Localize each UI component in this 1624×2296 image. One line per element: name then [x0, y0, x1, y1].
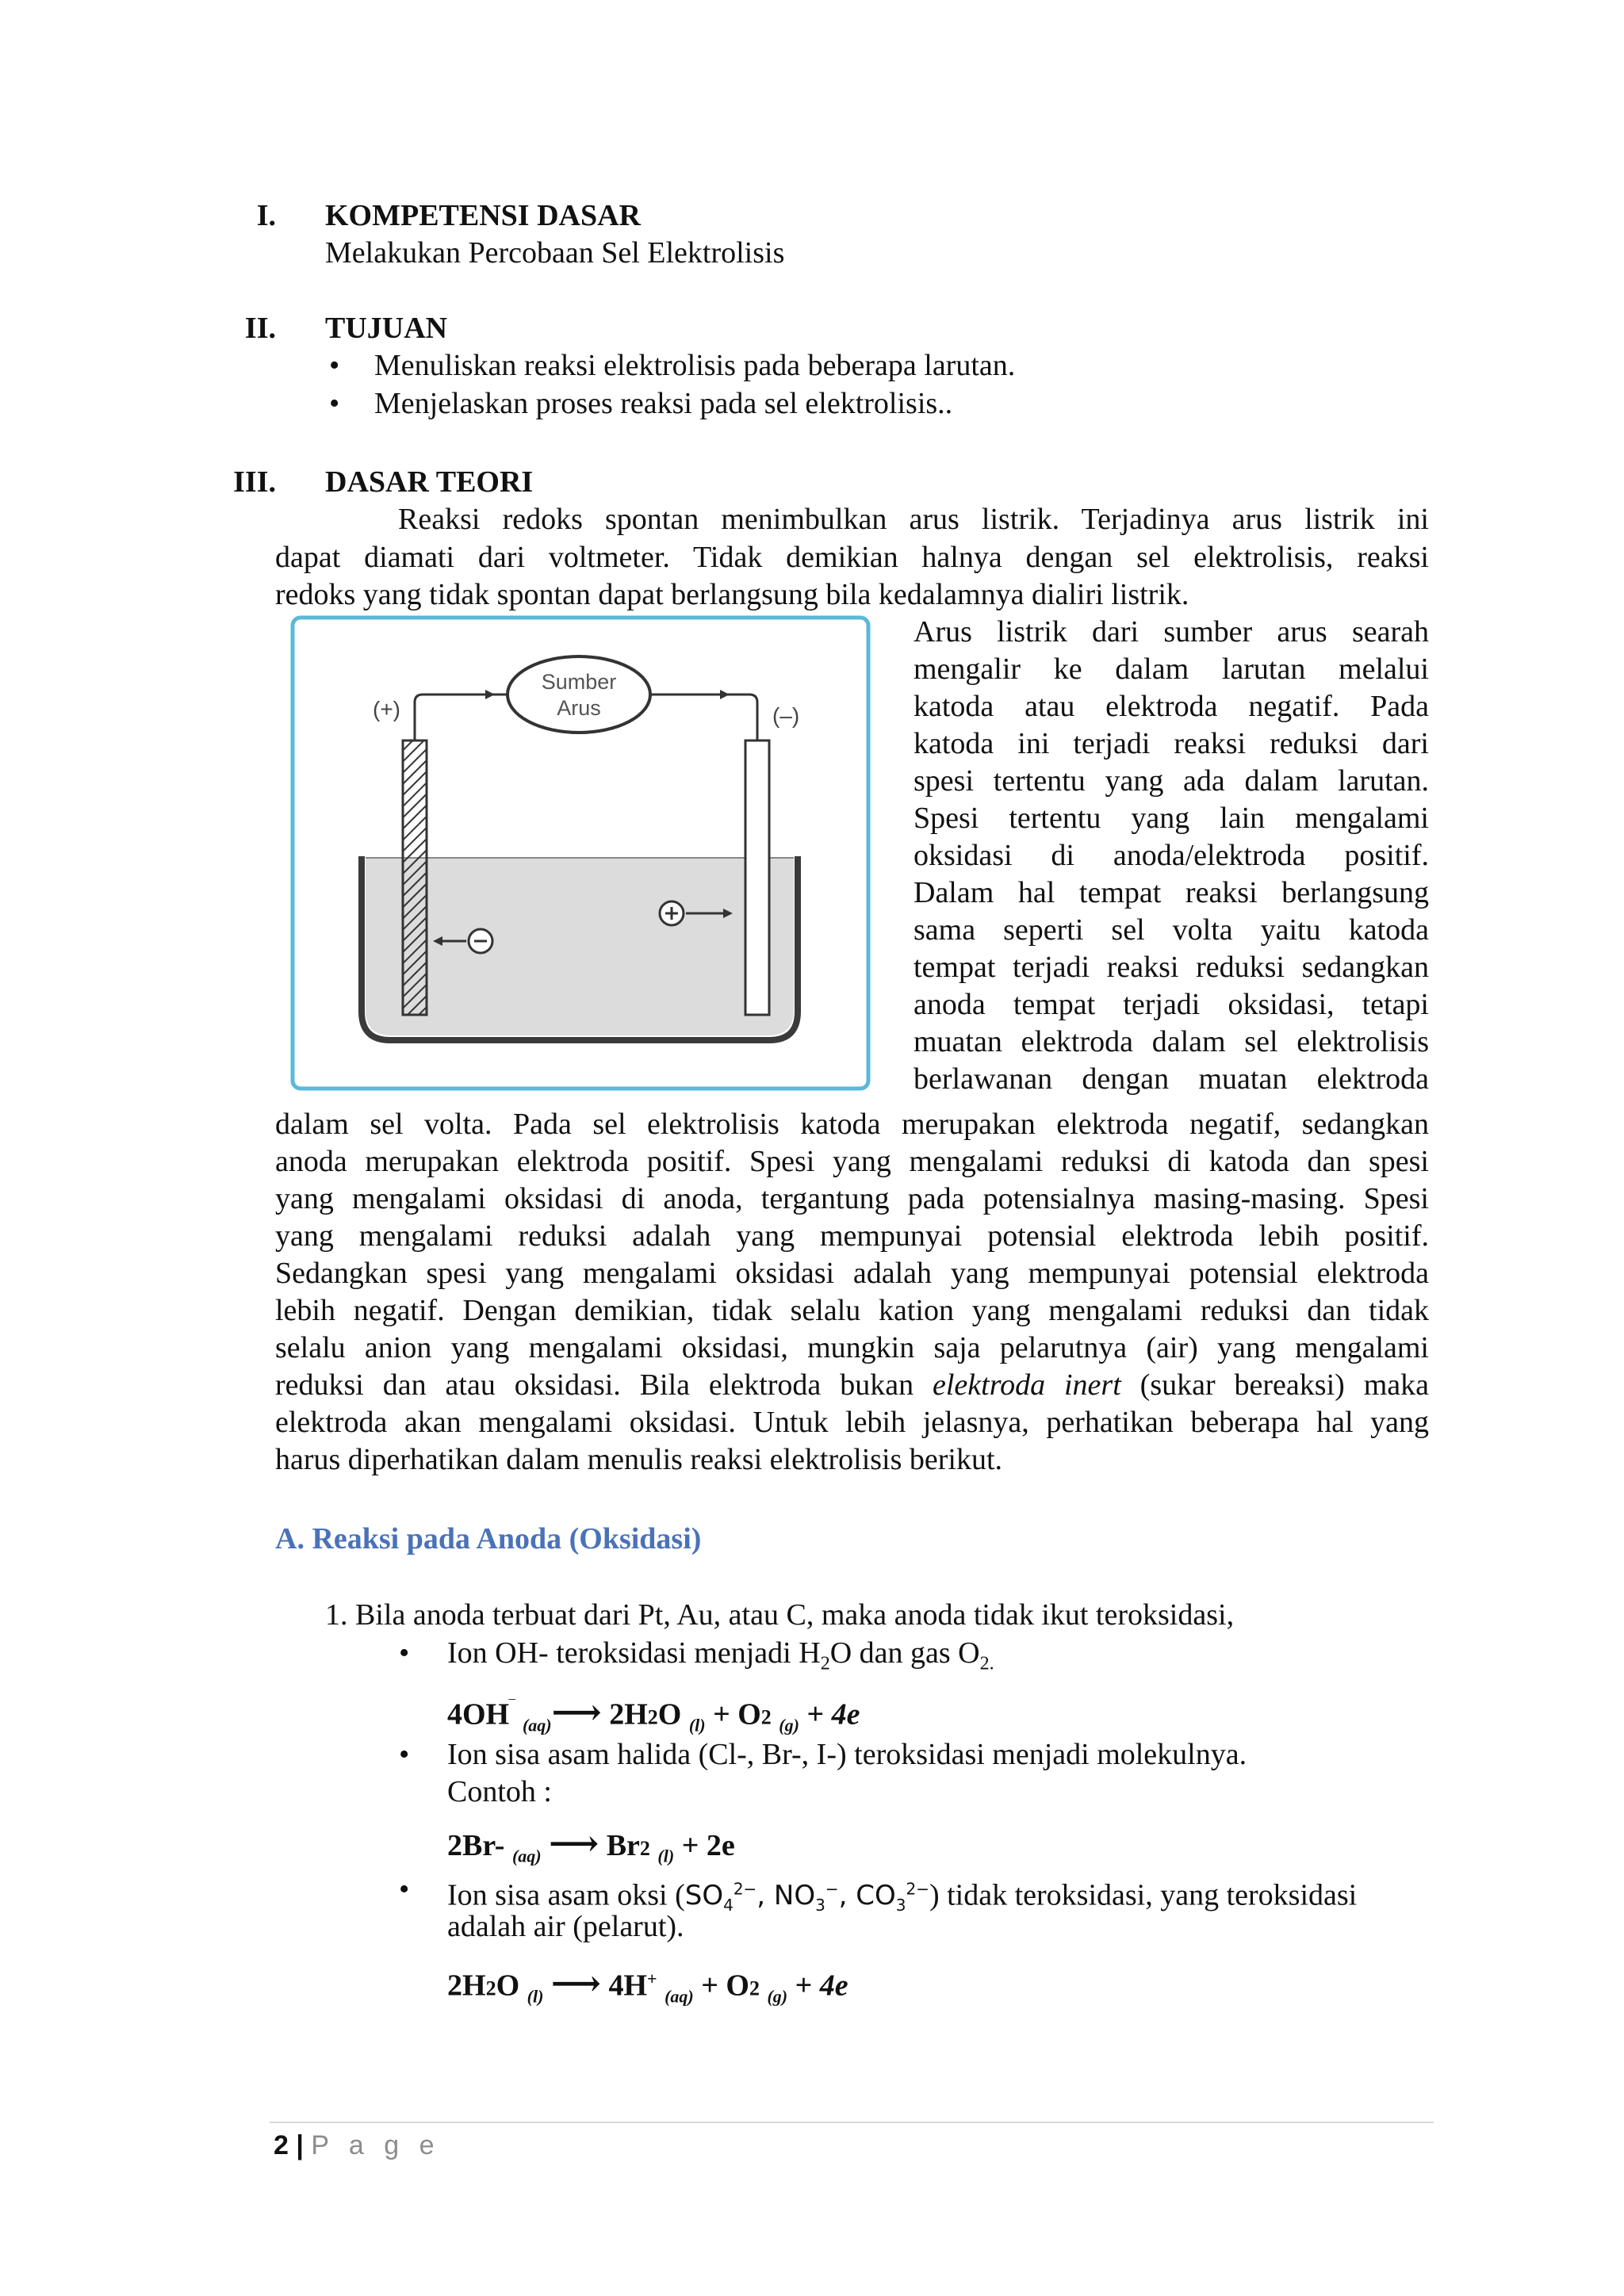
intro-line-3: redoks yang tidak spontan dapat berlangsung bila kedalamnya dialiri listrik. [275, 578, 1189, 611]
side-line: katoda ini terjadi reaksi reduksi dari [914, 727, 1429, 760]
current-source [508, 656, 650, 733]
example-label: Contoh : [447, 1775, 552, 1808]
theory-line: anoda merupakan elektroda positif. Spesi yang mengalami reduksi di katoda dan spesi [275, 1145, 1429, 1178]
electrolysis-cell-diagram [290, 615, 871, 1091]
theory-line: dalam sel volta. Pada sel elektrolisis katoda merupakan elektroda negatif, sedangkan [275, 1108, 1429, 1141]
side-line: tempat terjadi reaksi reduksi sedangkan [914, 951, 1429, 984]
theory-line: selalu anion yang mengalami oksidasi, mungkin saja pelarutnya (air) yang mengalami [275, 1331, 1429, 1364]
theory-line: yang mengalami oksidasi di anoda, tergantung pada potensialnya masing-masing. Spesi [275, 1182, 1429, 1215]
bullet-icon: • [329, 387, 340, 420]
oxy-anion-formulas: $SO_4^{2-}$, $NO_3^-$, $CO_3^{2-}$ [684, 1880, 929, 1915]
theory-line: lebih negatif. Dengan demikian, tidak selalu kation yang mengalami reduksi dan tidak [275, 1294, 1429, 1327]
oh-oxidation-text [447, 1635, 994, 1683]
section-3-number: III. [233, 465, 276, 499]
electrolyte-solution [366, 858, 794, 1035]
subscript: 2. [979, 1653, 994, 1674]
text-span: Ion sisa asam oksi ( [447, 1878, 685, 1912]
side-line: Arus listrik dari sumber arus searah [914, 615, 1429, 649]
section-2-number: II. [244, 312, 276, 345]
intro-line-1: Reaksi redoks spontan menimbulkan arus listrik. Terjadinya arus listrik ini [398, 503, 1429, 536]
footer-separator: | [296, 2130, 304, 2160]
minus-terminal-label: (–) [772, 703, 800, 728]
section-1-body: Melakukan Percobaan Sel Elektrolisis [325, 236, 785, 270]
theory-line: yang mengalami reduksi adalah yang mempunyai potensial elektroda lebih positif. [275, 1219, 1429, 1253]
anode-electrode [403, 740, 427, 1015]
source-label-1: Sumber [541, 670, 617, 694]
text-span: O dan gas O [829, 1636, 980, 1670]
bullet-icon: • [329, 349, 340, 382]
footer-divider [270, 2122, 1434, 2123]
eq-term: 2Br- [447, 1829, 505, 1862]
side-line: spesi tertentu yang ada dalam larutan. [914, 764, 1429, 798]
section-3-title: DASAR TEORI [325, 465, 534, 499]
section-a-title: A. Reaksi pada Anoda (Oksidasi) [275, 1522, 702, 1556]
text-span: (sukar bereaksi) maka [1120, 1368, 1429, 1402]
bullet-icon: • [399, 1636, 410, 1670]
theory-line: elektroda akan mengalami oksidasi. Untuk lebih jelasnya, perhatikan beberapa hal yang [275, 1406, 1429, 1439]
side-line: anoda tempat terjadi oksidasi, tetapi [914, 988, 1429, 1021]
side-line: muatan elektroda dalam sel elektrolisis [914, 1025, 1429, 1058]
equation-br-oxidation: 2Br- $_{(aq)}$ ⟶ Br2 $_{(l)}$ + 2e [447, 1824, 735, 1866]
section-1-title: KOMPETENSI DASAR [325, 199, 641, 232]
bullet-icon: • [399, 1873, 410, 1906]
halide-oxidation-text: Ion sisa asam halida (Cl-, Br-, I-) teroksidasi menjadi molekulnya. [447, 1738, 1247, 1771]
bullet-icon: • [399, 1738, 410, 1771]
side-line: berlawanan dengan muatan elektroda [914, 1062, 1429, 1096]
tujuan-item-1: Menuliskan reaksi elektrolisis pada beberapa larutan. [374, 349, 1016, 382]
text-span: reduksi dan atau oksidasi. Bila elektroda bukan [275, 1368, 933, 1402]
intro-line-2: dapat diamati dari voltmeter. Tidak demikian halnya dengan sel elektrolisis, reaksi [275, 541, 1429, 574]
source-label-2: Arus [557, 696, 601, 720]
side-line: oksidasi di anoda/elektroda positif. [914, 839, 1429, 872]
side-line: mengalir ke dalam larutan melalui [914, 652, 1429, 686]
cathode-electrode [745, 740, 769, 1015]
equation-water-oxidation: 2H2O $_{(l)}$ ⟶ 4H+ $_{(aq)}$ + O2 $_{(g)}$ + 4e [447, 1964, 848, 2007]
subscript: 2 [820, 1653, 830, 1674]
italic-term: elektroda inert [932, 1368, 1121, 1402]
page-footer [274, 2130, 440, 2161]
page-number: 2 [274, 2130, 289, 2160]
theory-line: harus diperhatikan dalam menulis reaksi elektrolisis berikut. [275, 1443, 1003, 1476]
section-2-title: TUJUAN [325, 312, 448, 345]
theory-line-italic [275, 1367, 1429, 1404]
text-span: ) tidak teroksidasi, yang teroksidasi [929, 1878, 1358, 1912]
eq-term: 2H [447, 1969, 486, 2003]
tujuan-item-2: Menjelaskan proses reaksi pada sel elektrolisis.. [374, 387, 953, 420]
side-line: sama seperti sel volta yaitu katoda [914, 913, 1429, 947]
text-span: Ion OH- teroksidasi menjadi H [447, 1636, 821, 1670]
anode-rule-1: 1. Bila anoda terbuat dari Pt, Au, atau C, maka anoda tidak ikut teroksidasi, [325, 1598, 1235, 1632]
water-oxidation-text: adalah air (pelarut). [447, 1910, 684, 1943]
equation-oh-oxidation: 4OH‾ $_{(aq)}$⟶ 2H2O $_{(l)}$ + O2 $_{(g)}$ + 4e [447, 1693, 860, 1735]
eq-term: 4OH [447, 1697, 510, 1732]
theory-line: Sedangkan spesi yang mengalami oksidasi adalah yang mempunyai potensial elektroda [275, 1257, 1429, 1290]
section-1-number: I. [256, 199, 276, 232]
page-word: P a g e [311, 2130, 441, 2160]
plus-terminal-label: (+) [373, 697, 400, 721]
side-line: katoda atau elektroda negatif. Pada [914, 690, 1429, 723]
side-line: Spesi tertentu yang lain mengalami [914, 802, 1429, 835]
side-line: Dalam hal tempat reaksi berlangsung [914, 876, 1429, 909]
